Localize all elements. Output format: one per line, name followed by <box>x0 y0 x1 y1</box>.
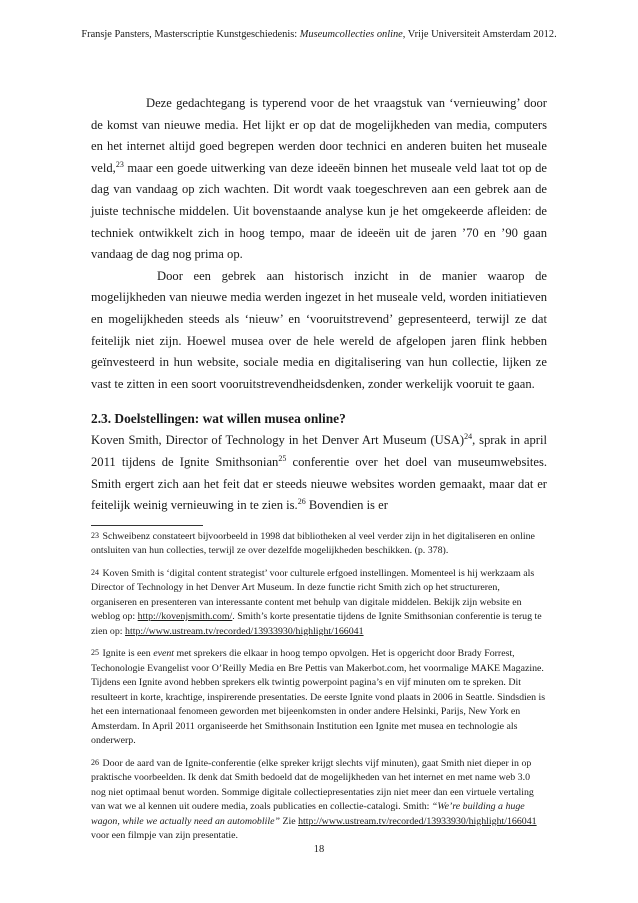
footnote-italic-word: event <box>153 648 175 660</box>
footnote-text-cont: met sprekers die elkaar in hoog tempo opvolgen. Het is opgericht door Brady Forrest, Techonologie Evangelist voor O’Reilly Media en Bre Pettis van Makerbot.com, het voormalige MAKE Magazine. Tijdens een Ignite avond hebben sprekers elk twintig powerpoint pagina’s en vijf minuten om te spreken. Dit resulteert in korte, krachtige, inspirerende presentaties. De eerste Ignite vond plaats in 2006 in Seattle. Sindsdien is het een internationaal fenomeen geworden met bijeenkomsten in onder andere Helsinki, Parijs, New York en Amsterdam. In April 2011 organiseerde het Smithsonain Institution een Ignite met musea en technologie als onderwerp. <box>91 648 546 747</box>
paragraph-1-text: Deze gedachtegang is typerend voor de het vraagstuk van ‘vernieuwing’ door de komst van nieuwe media. Het lijkt er op dat de mogelijkheden van media, computers en het internet altijd goed begrepen werden door technici en anderen buiten het museale veld, <box>91 96 547 175</box>
main-text <box>91 93 547 844</box>
footnote-24 <box>91 566 547 640</box>
link-ustream-2[interactable]: http://www.ustream.tv/recorded/13933930/highlight/166041 <box>298 815 537 827</box>
footnote-text: Door de aard van de Ignite-conferentie (elke spreker krijgt slechts vijf minuten), gaat Smith niet dieper in op praktische voorbeelden. Ik denk dat Smith bedoeld dat de mogelijkheden van het internet en met name web 3.0 nog niet optimaal benut worden. Sommige digitale collectiepresentaties zijn niet meer dan een virtuele vertaling van wat we al kennen uit oudere media, zoals publicaties en collectie-catalogi. Smith: <box>91 757 534 813</box>
header-title-italic: Museumcollecties online <box>299 29 403 40</box>
footnote-ref-25[interactable]: 25 <box>278 453 287 463</box>
footnote-text-cont: . Smith’s korte presentatie tijdens de Ignite Smithsonian conferentie is terug te zien op: <box>91 611 542 637</box>
header-text-end: , Vrije Universiteit Amsterdam 2012. <box>402 29 557 40</box>
footnote-text: Schweibenz constateert bijvoorbeeld in 1998 dat bibliotheken al veel verder zijn in het digitaliseren en online ontsluiten van hun collecties, terwijl ze over dezelfde mogelijkheden beschikken. (p. 378). <box>91 530 535 557</box>
paragraph-3-text-end: Bovendien is er <box>305 498 388 513</box>
footnote-number: 26 <box>91 757 99 767</box>
paragraph-3 <box>91 430 547 516</box>
paragraph-3-text: Koven Smith, Director of Technology in het Denver Art Museum (USA) <box>91 433 465 448</box>
link-website[interactable]: http://kovenjsmith.com/ <box>137 611 233 623</box>
footnote-number: 25 <box>91 648 99 658</box>
footnote-quote: “We’re building a huge wagon, while we actually need an automoblile” <box>91 801 525 827</box>
footnote-25 <box>91 646 547 749</box>
section-heading: 2.3. Doelstellingen: wat willen musea online? <box>91 411 346 427</box>
footnote-ref-23[interactable]: 23 <box>115 159 124 169</box>
footnote-divider <box>91 525 203 526</box>
paragraph-3-text-cont2: conferentie over het doel van museumwebsites. Smith ergert zich aan het feit dat er steeds nieuwe websites worden gemaakt, maar dat er feitelijk weinig vernieuwing in te zien is. <box>91 454 547 513</box>
header-text: Fransje Pansters, Masterscriptie Kunstgeschiedenis: <box>81 29 300 40</box>
paragraph-1 <box>91 93 547 266</box>
footnote-text-cont: Zie <box>279 815 299 827</box>
link-ustream[interactable]: http://www.ustream.tv/recorded/13933930/highlight/166041 <box>125 625 364 637</box>
paragraph-3-text-cont: , sprak in april 2011 tijdens de Ignite Smithsonian <box>91 433 547 469</box>
footnote-23 <box>91 529 547 559</box>
footnote-text: Ignite is een <box>102 648 154 660</box>
footnote-number: 23 <box>91 530 99 540</box>
footnote-26 <box>91 756 547 844</box>
footnote-text: Koven Smith is ‘digital content strategist’ voor culturele erfgoed instellingen. Momenteel is hij werkzaam als Director of Technology in het Denver Art Museum. In deze functie richt Smith zich op het structureren, organiseren en presenteren van interessante content met behulp van digitale middelen. Bekijk zijn website en weblog op: <box>91 567 535 623</box>
running-header <box>0 29 638 40</box>
paragraph-2: Door een gebrek aan historisch inzicht in de manier waarop de mogelijkheden van nieuwe media werden ingezet in het museale veld, worden initiatieven en mogelijkheden steeds als ‘nieuw’ en ‘vooruitstrevend’ gepresenteerd, terwijl ze dat feitelijk niet zijn. Hoewel musea over de hele wereld de afgelopen jaren flink hebben geïnvesteerd in hun website, sociale media en digitalisering van hun collectie, lijken ze vast te zitten in een soort vooruitstrevendheidsdenken, zonder werkelijk vooruit te gaan. <box>91 268 547 391</box>
page-number: 18 <box>313 844 325 855</box>
footnote-text-end: voor een filmpje van zijn presentatie. <box>91 830 238 842</box>
footnote-number: 24 <box>91 567 99 577</box>
footnote-ref-24[interactable]: 24 <box>464 432 473 442</box>
footnote-ref-26[interactable]: 26 <box>297 497 306 507</box>
paragraph-1-text-cont: maar een goede uitwerking van deze ideeën binnen het museale veld laat tot op de dag van vandaag op zich wachten. Dit wordt vaak toegeschreven aan een gebrek aan de juiste technische middelen. Uit bovenstaande analyse kun je het omgekeerde afleiden: de techniek ontwikkelt zich in hoog tempo, maar de ideeën uit de jaren ’70 en ’90 gaan vandaag de dag nog prima op. <box>91 160 547 262</box>
